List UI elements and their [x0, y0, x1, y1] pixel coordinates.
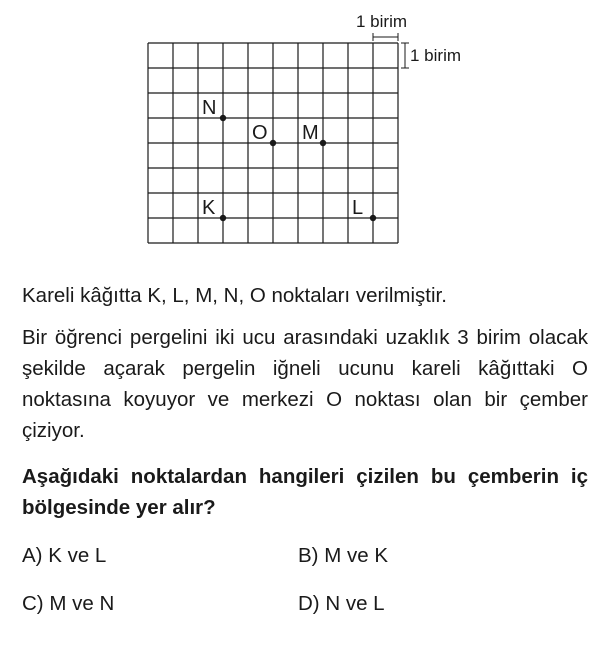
point-o-label: O — [252, 122, 268, 144]
point-o-dot — [270, 140, 276, 146]
option-b[interactable]: B) M ve K — [298, 544, 388, 567]
vertical-unit-label: 1 birim — [410, 46, 462, 65]
option-c[interactable]: C) M ve N — [22, 592, 115, 615]
option-a[interactable]: A) K ve L — [22, 544, 107, 567]
grid-points — [202, 97, 376, 221]
point-k-label: K — [202, 197, 216, 219]
point-n-dot — [220, 115, 226, 121]
intro-text: Kareli kâğıtta K, L, M, N, O noktaları verilmiştir. — [22, 284, 447, 307]
point-k-dot — [220, 215, 226, 221]
point-n-label: N — [202, 97, 217, 119]
description-text: Bir öğrenci pergelini iki ucu arasındaki uzaklık 3 birim olacak şekilde açarak pergelin iğneli ucunu kareli kâğıttaki O noktasına koyuyor ve merkezi O noktası olan bir çember çiziyor. — [22, 326, 588, 442]
point-m-label: M — [302, 122, 319, 144]
question-text: Aşağıdaki noktalardan hangileri çizilen bu çemberin iç bölgesinde yer alır? — [22, 465, 588, 519]
unit-scale — [356, 12, 461, 68]
point-m-dot — [320, 140, 326, 146]
horizontal-unit-label: 1 birim — [356, 12, 408, 31]
option-d[interactable]: D) N ve L — [298, 592, 385, 615]
point-l-dot — [370, 215, 376, 221]
point-l-label: L — [352, 197, 364, 219]
grid-figure — [0, 0, 600, 260]
